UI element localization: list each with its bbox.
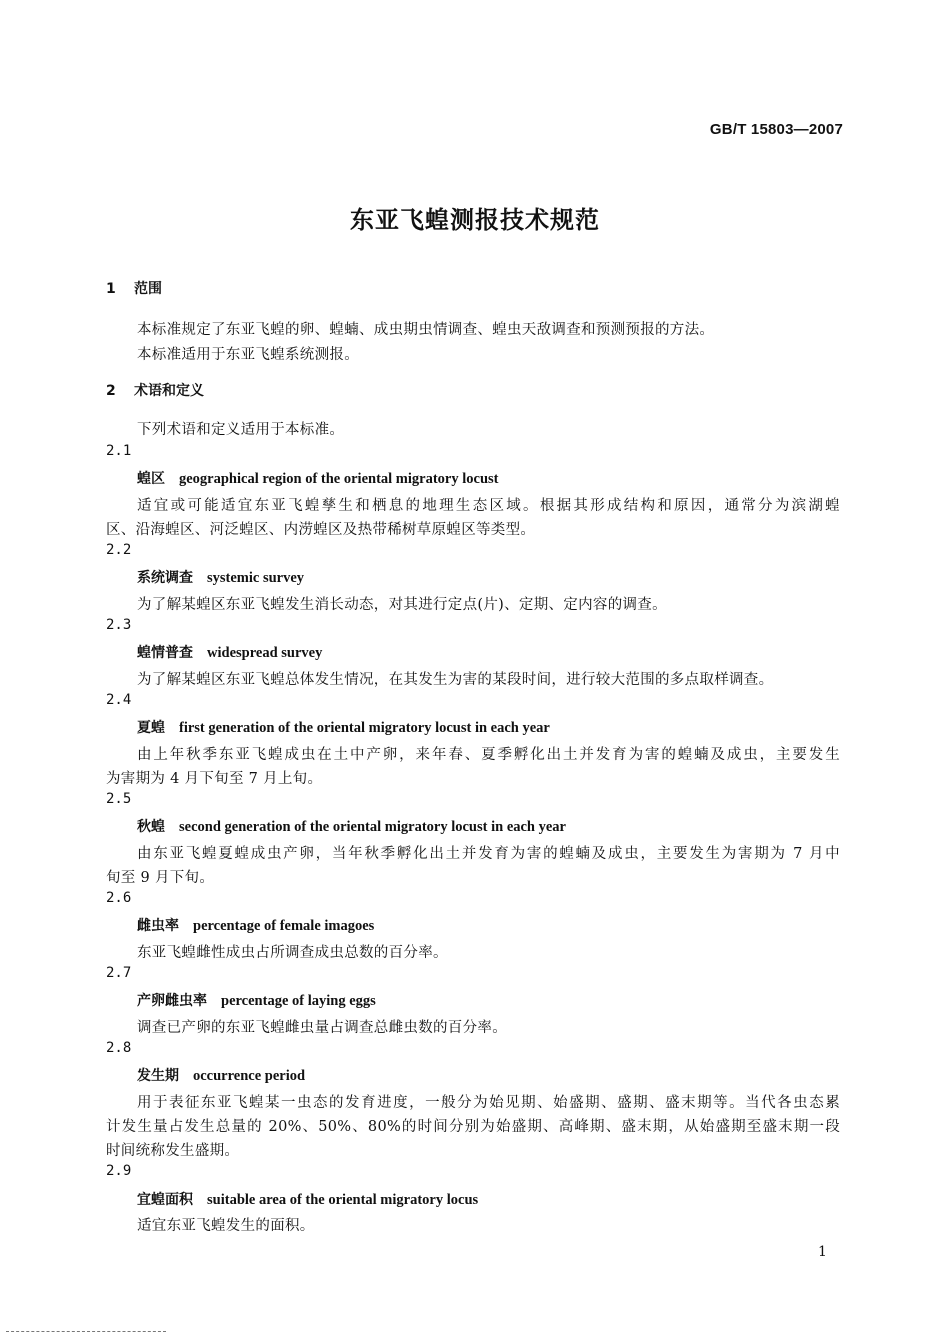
term-2-8 bbox=[137, 1065, 305, 1085]
section-title: 术语和定义 bbox=[134, 383, 204, 399]
definition-line: 计发生量占发生总量的 20%、50%、80%的时间分别为始盛期、高峰期、盛末期，从始盛期至盛末期一段 bbox=[106, 1119, 840, 1135]
clause-number: 2.6 bbox=[106, 890, 132, 906]
document-title: 东亚飞蝗测报技术规范 bbox=[350, 206, 600, 234]
term-chinese: 宜蝗面积 bbox=[137, 1192, 193, 1208]
term-english: systemic survey bbox=[207, 570, 305, 586]
paragraph: 下列术语和定义适用于本标准。 bbox=[137, 422, 345, 438]
term-english: geographical region of the oriental migratory locust bbox=[179, 471, 499, 487]
definition-line: 为了解某蝗区东亚飞蝗发生消长动态，对其进行定点(片)、定期、定内容的调查。 bbox=[137, 597, 667, 613]
section-number: 1 bbox=[106, 281, 116, 297]
definition-line: 区、沿海蝗区、河泛蝗区、内涝蝗区及热带稀树草原蝗区等类型。 bbox=[106, 522, 536, 538]
definition-line: 适宜东亚飞蝗发生的面积。 bbox=[137, 1218, 315, 1234]
clause-number: 2.4 bbox=[106, 692, 132, 708]
definition-line: 用于表征东亚飞蝗某一虫态的发育进度，一般分为始见期、始盛期、盛期、盛末期等。当代各虫态累 bbox=[137, 1095, 840, 1111]
standard-number: GB/T 15803—2007 bbox=[709, 121, 843, 138]
definition-line: 为了解某蝗区东亚飞蝗总体发生情况，在其发生为害的某段时间，进行较大范围的多点取样调查。 bbox=[137, 672, 774, 688]
clause-number: 2.8 bbox=[106, 1040, 132, 1056]
paragraph: 本标准适用于东亚飞蝗系统测报。 bbox=[137, 347, 359, 363]
term-2-9 bbox=[137, 1189, 478, 1209]
term-english: percentage of female imagoes bbox=[193, 918, 375, 934]
term-2-4 bbox=[137, 717, 550, 737]
term-english: suitable area of the oriental migratory locus bbox=[207, 1192, 479, 1208]
term-2-1 bbox=[137, 468, 498, 488]
definition-line: 时间统称发生盛期。 bbox=[106, 1143, 240, 1159]
term-english: occurrence period bbox=[193, 1068, 306, 1084]
definition-line: 适宜或可能适宜东亚飞蝗孳生和栖息的地理生态区域。根据其形成结构和原因，通常分为滨湖蝗 bbox=[137, 498, 840, 514]
term-2-5 bbox=[137, 816, 566, 836]
term-chinese: 蝗情普查 bbox=[137, 645, 193, 661]
footer-divider bbox=[6, 1331, 166, 1332]
clause-number: 2.5 bbox=[106, 791, 132, 807]
term-2-7 bbox=[137, 990, 376, 1010]
term-2-3 bbox=[137, 642, 322, 662]
section-number: 2 bbox=[106, 383, 116, 399]
term-chinese: 系统调查 bbox=[137, 570, 193, 586]
term-chinese: 发生期 bbox=[137, 1068, 179, 1084]
term-english: percentage of laying eggs bbox=[221, 993, 376, 1009]
term-english: first generation of the oriental migratory locust in each year bbox=[179, 720, 550, 736]
clause-number: 2.9 bbox=[106, 1163, 132, 1179]
definition-line: 东亚飞蝗雌性成虫占所调查成虫总数的百分率。 bbox=[137, 945, 448, 961]
clause-number: 2.2 bbox=[106, 542, 132, 558]
definition-line: 由上年秋季东亚飞蝗成虫在土中产卵，来年春、夏季孵化出土并发育为害的蝗蝻及成虫，主要发生 bbox=[137, 747, 840, 763]
term-2-2 bbox=[137, 567, 304, 587]
term-chinese: 秋蝗 bbox=[137, 819, 165, 835]
clause-number: 2.7 bbox=[106, 965, 132, 981]
term-chinese: 产卵雌虫率 bbox=[137, 993, 207, 1009]
term-chinese: 蝗区 bbox=[137, 471, 165, 487]
section-title: 范围 bbox=[134, 281, 162, 297]
definition-line: 为害期为 4 月下旬至 7 月上旬。 bbox=[106, 771, 323, 787]
term-english: widespread survey bbox=[207, 645, 323, 661]
term-2-6 bbox=[137, 915, 374, 935]
definition-line: 调查已产卵的东亚飞蝗雌虫量占调查总雌虫数的百分率。 bbox=[137, 1020, 507, 1036]
definition-line: 由东亚飞蝗夏蝗成虫产卵，当年秋季孵化出土并发育为害的蝗蝻及成虫，主要发生为害期为 7 月中 bbox=[137, 846, 840, 862]
section-2-heading bbox=[106, 380, 204, 400]
clause-number: 2.1 bbox=[106, 443, 132, 459]
term-english: second generation of the oriental migratory locust in each year bbox=[179, 819, 566, 835]
section-1-heading bbox=[106, 278, 162, 298]
clause-number: 2.3 bbox=[106, 617, 132, 633]
term-chinese: 夏蝗 bbox=[137, 720, 165, 736]
paragraph: 本标准规定了东亚飞蝗的卵、蝗蝻、成虫期虫情调查、蝗虫天敌调查和预测预报的方法。 bbox=[137, 322, 715, 338]
term-chinese: 雌虫率 bbox=[137, 918, 179, 934]
definition-line: 旬至 9 月下旬。 bbox=[106, 870, 215, 886]
page-number: 1 bbox=[818, 1244, 827, 1260]
